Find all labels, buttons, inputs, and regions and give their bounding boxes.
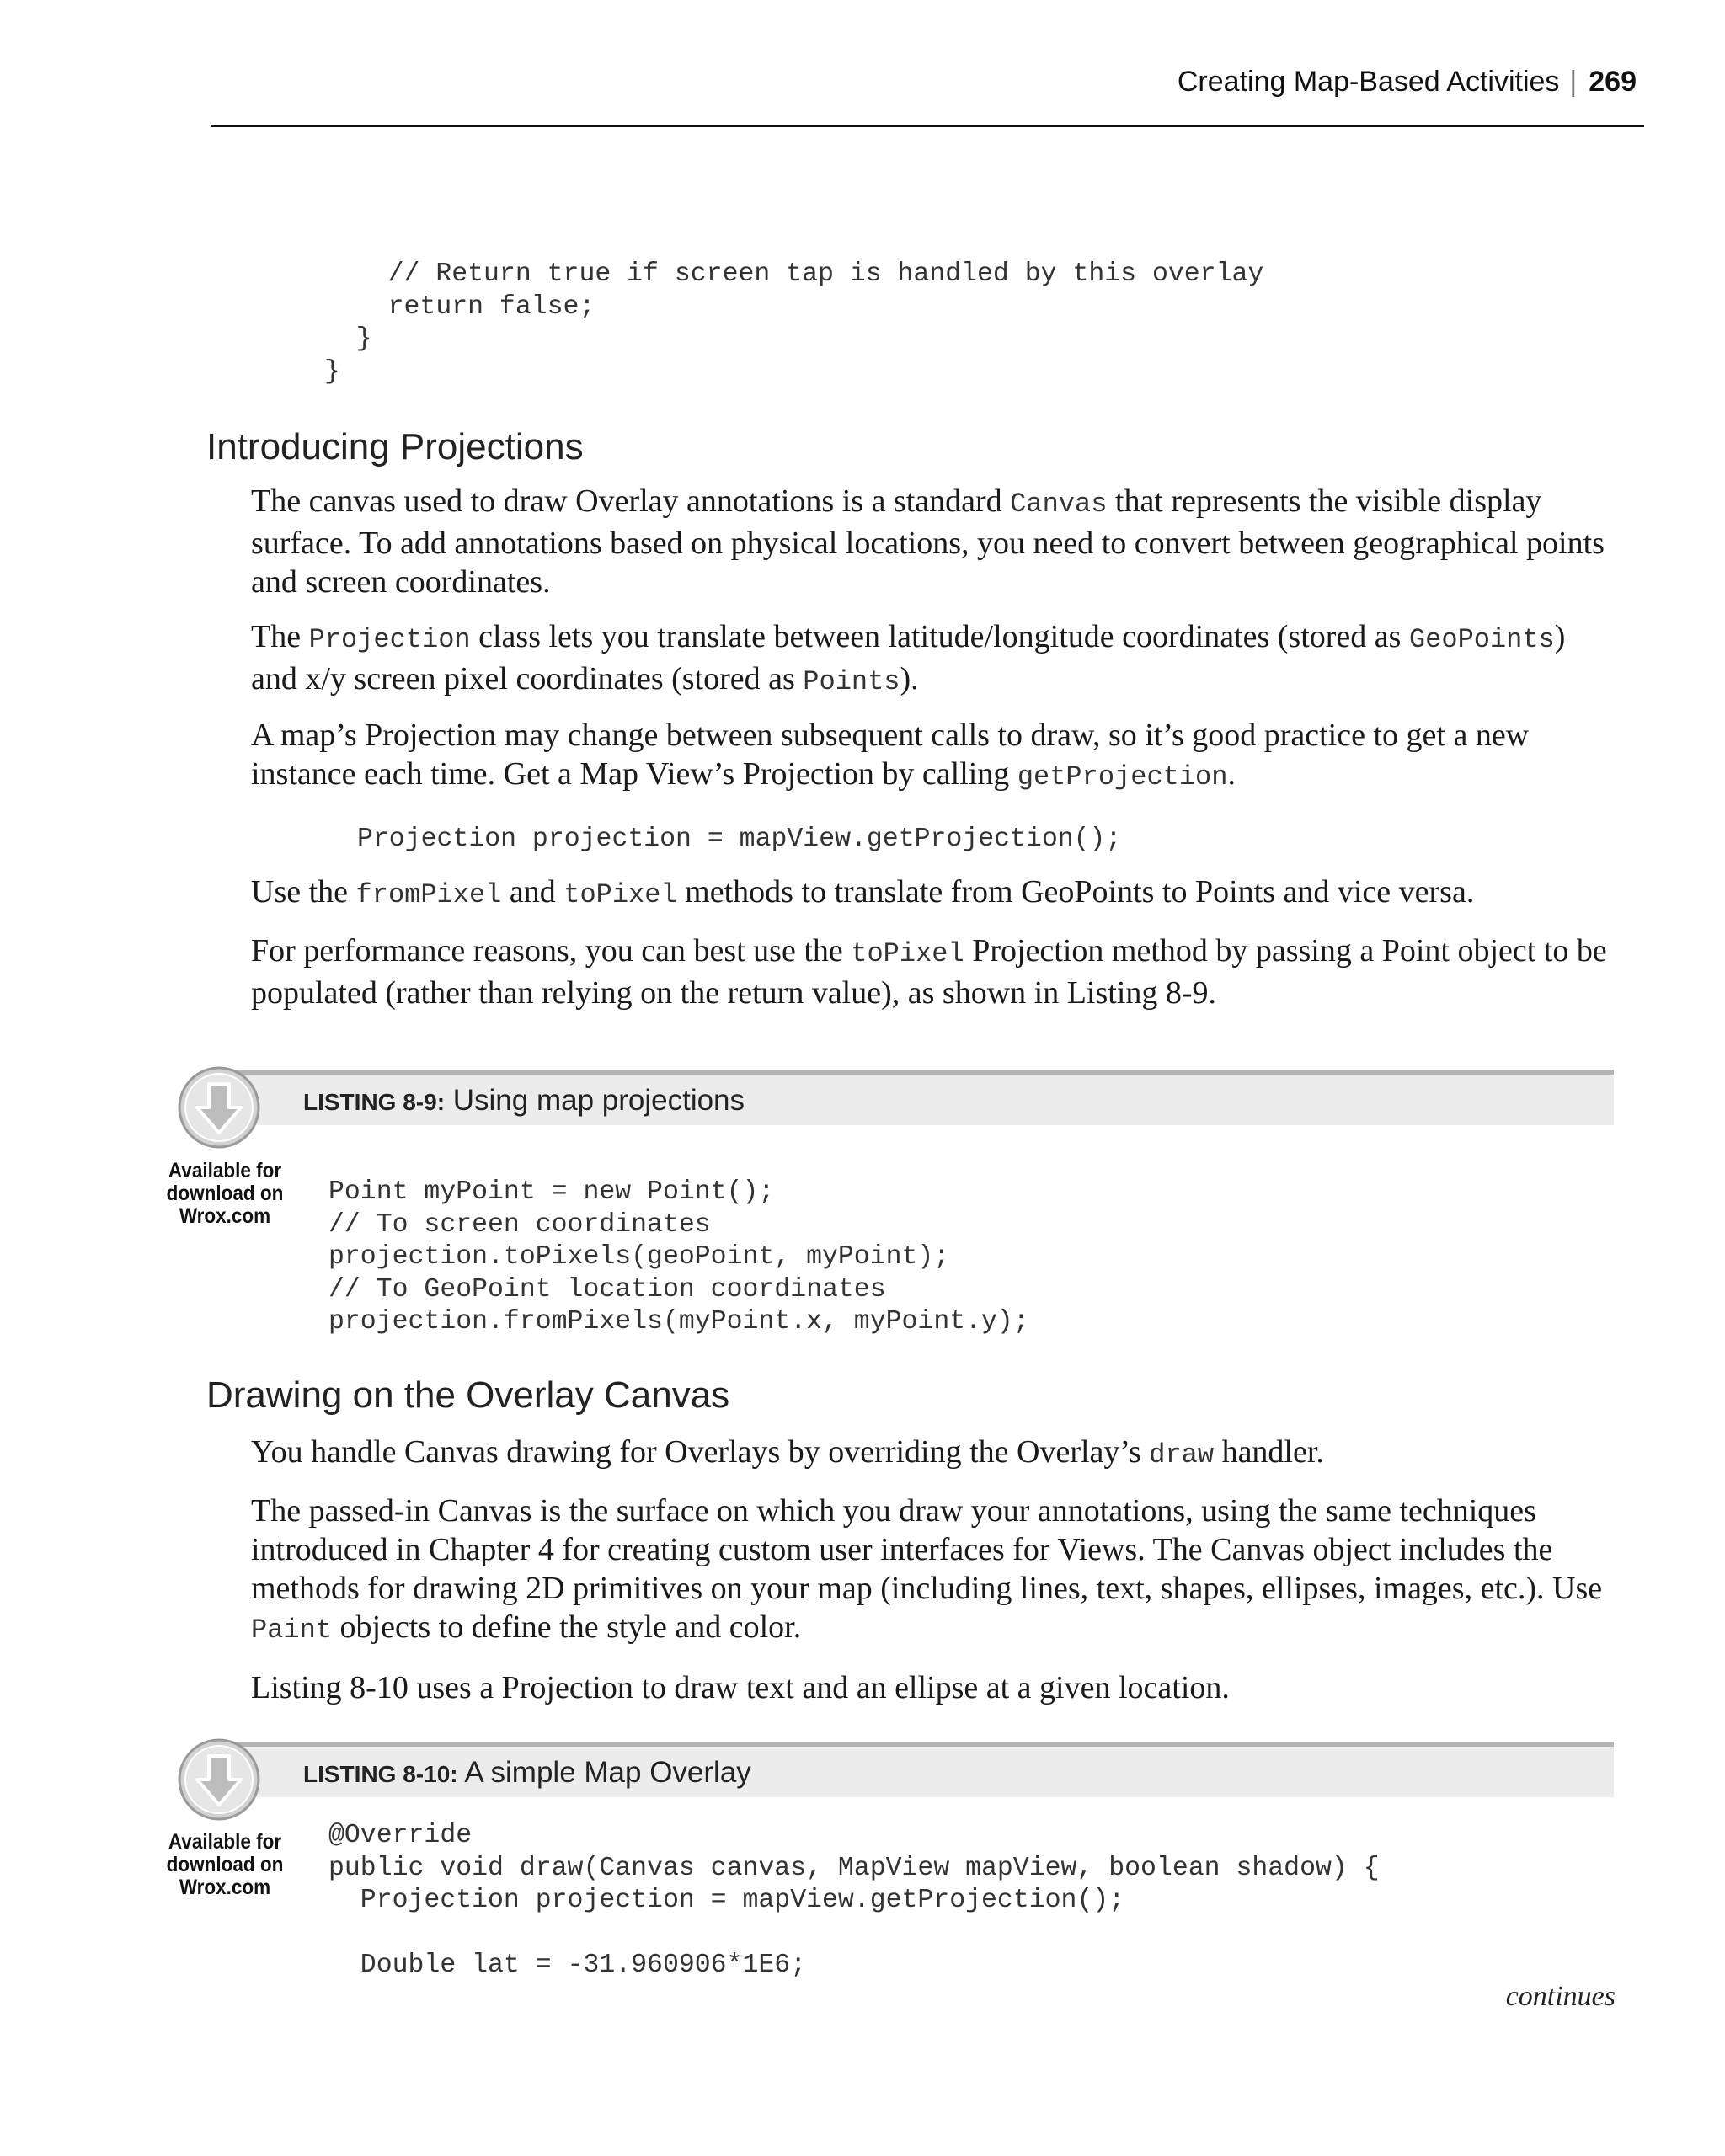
inline-code: Paint	[251, 1614, 333, 1646]
text-run: objects to define the style and color.	[332, 1609, 802, 1645]
text-run: .	[1227, 756, 1236, 792]
download-caption	[161, 1831, 290, 1899]
download-line: Wrox.com	[179, 1876, 271, 1899]
inline-code: Points	[803, 666, 900, 697]
text-run: that represents the visible display surface. To add annotations based on physical locations, you need to convert between geographical points and screen coordinates.	[251, 483, 1605, 600]
inline-code: GeoPoints	[1408, 624, 1555, 655]
download-line: download on	[166, 1853, 284, 1876]
listing-label: LISTING 8-10:	[303, 1761, 458, 1787]
page-number: 269	[1589, 66, 1637, 98]
listing-title	[303, 1084, 745, 1118]
download-arrow-icon[interactable]	[177, 1737, 261, 1822]
paragraph	[251, 482, 1616, 601]
paragraph	[251, 617, 1616, 702]
paragraph	[251, 873, 1616, 915]
continues-note: continues	[1505, 1981, 1616, 2012]
chapter-title: Creating Map-Based Activities	[1177, 66, 1560, 98]
download-arrow-icon[interactable]	[177, 1065, 261, 1150]
text-run: The canvas used to draw Overlay annotations is a standard	[251, 483, 1011, 519]
section-heading-projections: Introducing Projections	[206, 426, 584, 467]
download-line: Available for	[168, 1159, 282, 1182]
paragraph: Listing 8-10 uses a Projection to draw text and an ellipse at a given location.	[251, 1670, 1230, 1705]
code-block-top: // Return true if screen tap is handled by this overlay return false; } }	[324, 259, 1264, 387]
listing-code-8-9: Point myPoint = new Point(); // To screen coordinates projection.toPixels(geoPoint, myPoint); // To GeoPoint location coordinates projection.fromPixels(myPoint.x, myPoint.y);	[328, 1177, 1029, 1337]
code-line-get-projection: Projection projection = mapView.getProjection();	[357, 825, 1122, 854]
text-run: A map’s Projection may change between subsequent calls to draw, so it’s good practice to get a new instance each time. Get a Map View’s Projection by calling	[251, 718, 1530, 792]
inline-code: draw	[1149, 1439, 1215, 1470]
text-run: Projection method by passing a Point object to be populated (rather than relying on the return value), as shown in Listing 8-9.	[251, 933, 1607, 1011]
text-run: and	[501, 874, 564, 910]
download-line: Wrox.com	[179, 1204, 271, 1228]
inline-code: toPixel	[563, 879, 677, 910]
header-rule	[211, 125, 1644, 127]
inline-code: Projection	[308, 624, 471, 655]
text-run: handler.	[1214, 1434, 1324, 1470]
download-line: download on	[166, 1182, 284, 1205]
listing-name: Using map projections	[452, 1084, 745, 1117]
download-caption	[161, 1160, 290, 1228]
inline-code: fromPixel	[355, 879, 502, 910]
text-run: methods to translate from GeoPoints to Points and vice versa.	[676, 874, 1475, 910]
paragraph	[251, 1492, 1616, 1650]
download-line: Available for	[168, 1830, 282, 1854]
section-heading-overlay-canvas: Drawing on the Overlay Canvas	[206, 1374, 730, 1416]
inline-code: Canvas	[1010, 488, 1108, 520]
text-run: ) and x/y screen pixel coordinates (stored as	[251, 619, 1566, 696]
listing-code-8-10: @Override public void draw(Canvas canvas, MapView mapView, boolean shadow) { Projection projection = mapView.getProjection(); Double lat = -31.960906*1E6;	[328, 1821, 1380, 1980]
text-run: The	[251, 619, 309, 654]
inline-code: toPixel	[851, 938, 964, 969]
text-run: You handle Canvas drawing for Overlays by overriding the Overlay’s	[251, 1434, 1150, 1470]
paragraph	[251, 716, 1616, 797]
listing-name: A simple Map Overlay	[464, 1756, 751, 1789]
paragraph	[251, 931, 1616, 1012]
header-separator: |	[1569, 66, 1578, 98]
text-run: Use the	[251, 874, 356, 910]
text-run: The passed-in Canvas is the surface on which you draw your annotations, using the same techniques introduced in Chapter 4 for creating custom user interfaces for Views. The Canvas object includes the methods for drawing 2D primitives on your map (including lines, text, shapes, ellipses, images, etc.). Use	[251, 1493, 1603, 1606]
listing-title	[303, 1756, 751, 1790]
listing-label: LISTING 8-9:	[303, 1089, 446, 1115]
inline-code: getProjection	[1017, 761, 1228, 792]
text-run: For performance reasons, you can best use the	[251, 933, 852, 969]
running-header	[1178, 66, 1637, 99]
text-run: ).	[900, 661, 919, 696]
paragraph	[251, 1433, 1616, 1475]
text-run: class lets you translate between latitude/longitude coordinates (stored as	[470, 619, 1409, 654]
